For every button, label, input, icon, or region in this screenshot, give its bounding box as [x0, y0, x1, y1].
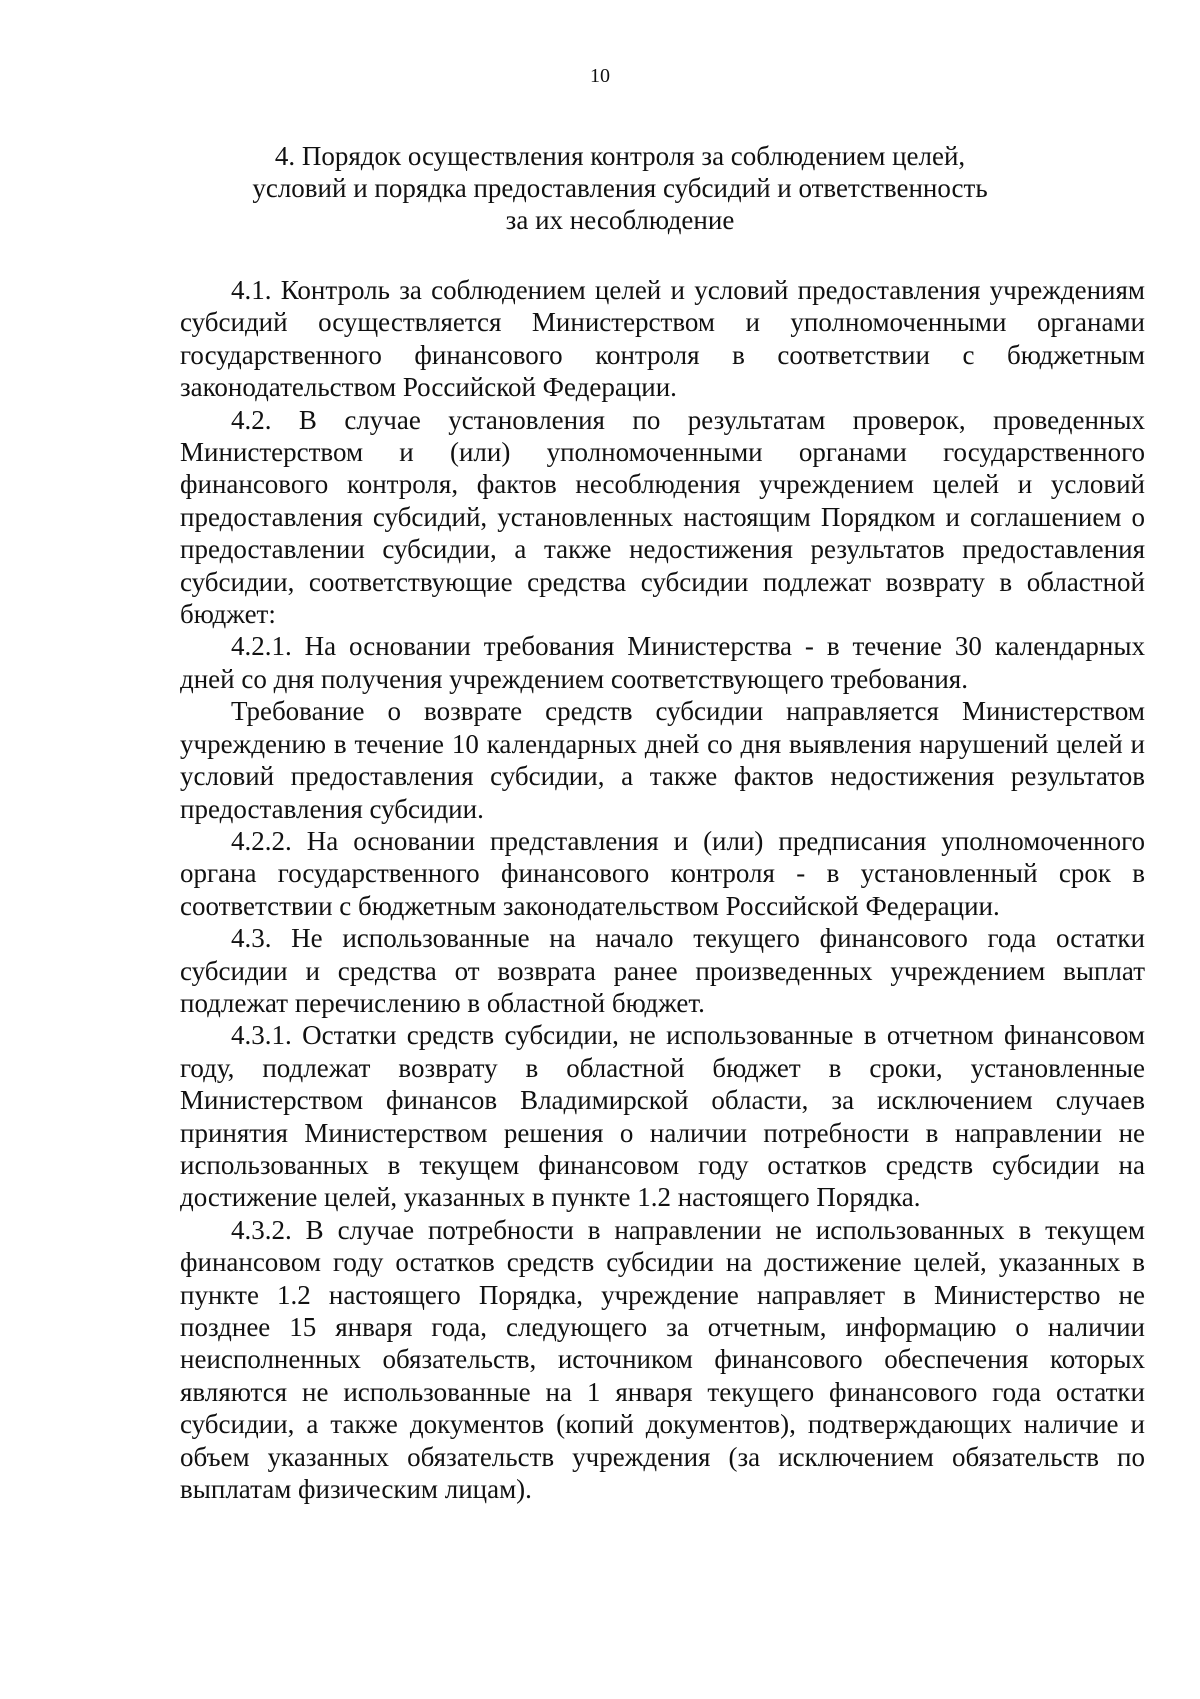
- page-number: 10: [590, 65, 610, 87]
- section-heading-line-3: за их несоблюдение: [505, 205, 735, 235]
- paragraph-4-3-2: 4.3.2. В случае потребности в направлении не использованных в текущем финансовом году остатков средств субсидии на достижение целей, указанных в пункте 1.2 настоящего Порядка, учреждение направляет в Министерство не позднее 15 января года, следующего за отчетным, информацию о наличии неисполненных обязательств, источником финансового обеспечения которых являются не использованные на 1 января текущего финансового года остатки субсидии, а также документов (копий документов), подтверждающих наличие и объем указанных обязательств учреждения (за исключением обязательств по выплатам физическим лицам).: [180, 1214, 1145, 1505]
- section-heading: [180, 140, 1060, 236]
- paragraph-4-1: 4.1. Контроль за соблюдением целей и условий предоставления учреждениям субсидий осуществляется Министерством и уполномоченными органами государственного финансового контроля в соответствии с бюджетным законодательством Российской Федерации.: [180, 275, 1145, 403]
- paragraph-refund-requirement: Требование о возврате средств субсидии направляется Министерством учреждению в течение 10 календарных дней со дня выявления нарушений целей и условий предоставления субсидии, а также фактов недостижения результатов предоставления субсидии.: [180, 696, 1145, 824]
- document-body: [180, 274, 1145, 1505]
- paragraph-4-3-1: 4.3.1. Остатки средств субсидии, не использованные в отчетном финансовом году, подлежат возврату в областной бюджет в сроки, установленные Министерством финансов Владимирской области, за исключением случаев принятия Министерством решения о наличии потребности в направлении не использованных в текущем финансовом году остатков средств субсидии на достижение целей, указанных в пункте 1.2 настоящего Порядка.: [180, 1020, 1145, 1213]
- paragraph-4-2-2: 4.2.2. На основании представления и (или) предписания уполномоченного органа государственного финансового контроля - в установленный срок в соответствии с бюджетным законодательством Российской Федерации.: [180, 825, 1145, 921]
- paragraph-4-2-1: 4.2.1. На основании требования Министерства - в течение 30 календарных дней со дня получения учреждением соответствующего требования.: [180, 631, 1145, 694]
- section-heading-line-1: 4. Порядок осуществления контроля за соблюдением целей,: [274, 141, 966, 171]
- paragraph-4-2: 4.2. В случае установления по результатам проверок, проведенных Министерством и (или) уполномоченными органами государственного финансового контроля, фактов несоблюдения учреждением целей и условий предоставления субсидий, установленных настоящим Порядком и соглашением о предоставлении субсидии, а также недостижения результатов предоставления субсидии, соответствующие средства субсидии подлежат возврату в областной бюджет:: [180, 404, 1145, 630]
- section-heading-line-2: условий и порядка предоставления субсидий и ответственность: [252, 173, 988, 203]
- paragraph-4-3: 4.3. Не использованные на начало текущего финансового года остатки субсидии и средства от возврата ранее произведенных учреждением выплат подлежат перечислению в областной бюджет.: [180, 923, 1145, 1018]
